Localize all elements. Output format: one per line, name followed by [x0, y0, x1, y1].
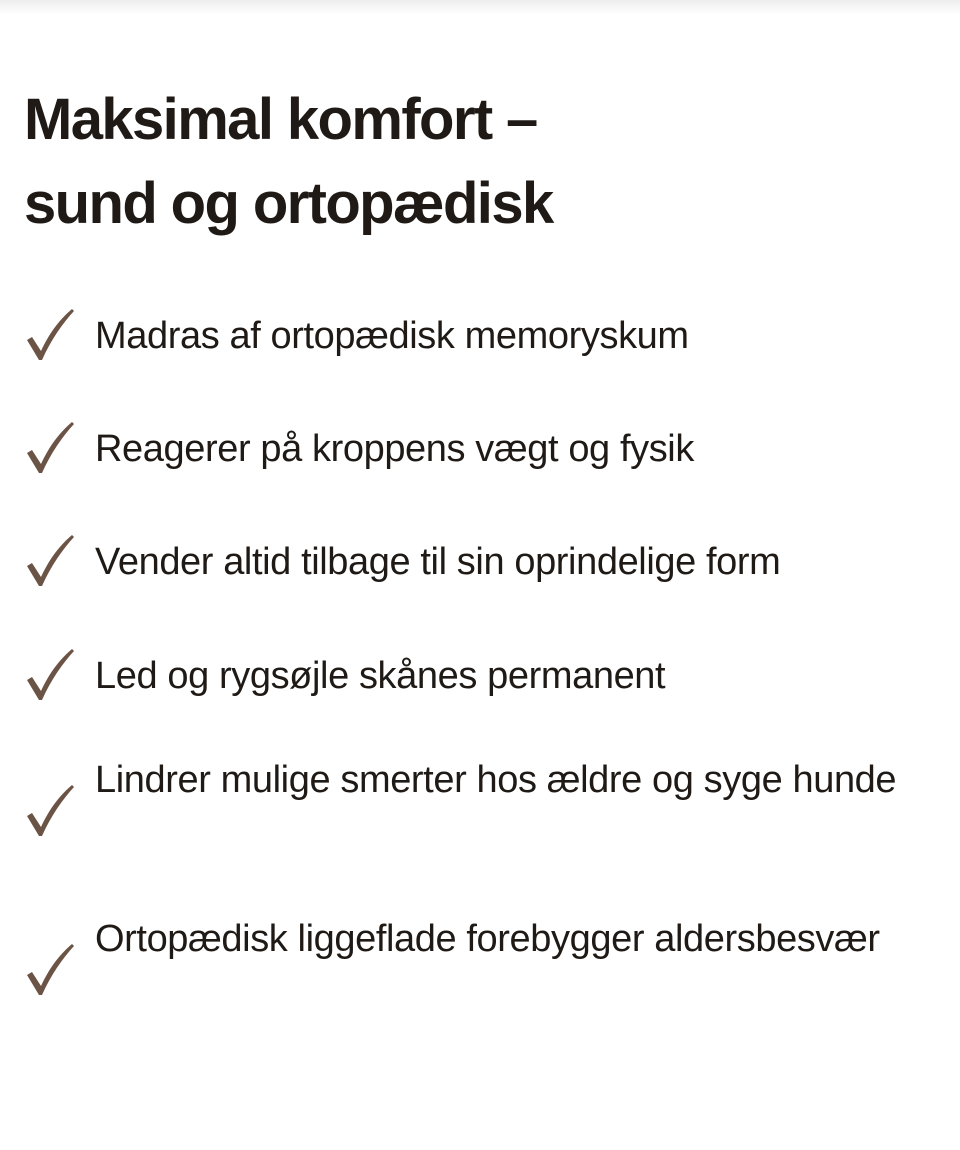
- page-title-line-1: Maksimal komfort –: [24, 87, 537, 152]
- feature-text: Reagerer på kroppens vægt og fysik: [95, 428, 694, 470]
- checkmark-icon: [24, 941, 76, 997]
- feature-text: Lindrer mulige smerter hos ældre og syge hunde: [95, 759, 897, 801]
- feature-text: Ortopædisk liggeflade forebygger aldersbesvær: [95, 918, 880, 960]
- checkmark-icon: [24, 532, 76, 588]
- feature-text: Madras af ortopædisk memoryskum: [95, 315, 689, 357]
- feature-text: Vender altid tilbage til sin oprindelige form: [95, 541, 781, 583]
- checkmark-icon: [24, 646, 76, 702]
- page-title: [24, 78, 924, 246]
- checkmark-icon: [24, 782, 76, 838]
- checkmark-icon: [24, 306, 76, 362]
- feature-text: Led og rygsøjle skånes permanent: [95, 655, 666, 697]
- page-title-line-2: sund og ortopædisk: [24, 171, 553, 236]
- checkmark-icon: [24, 419, 76, 475]
